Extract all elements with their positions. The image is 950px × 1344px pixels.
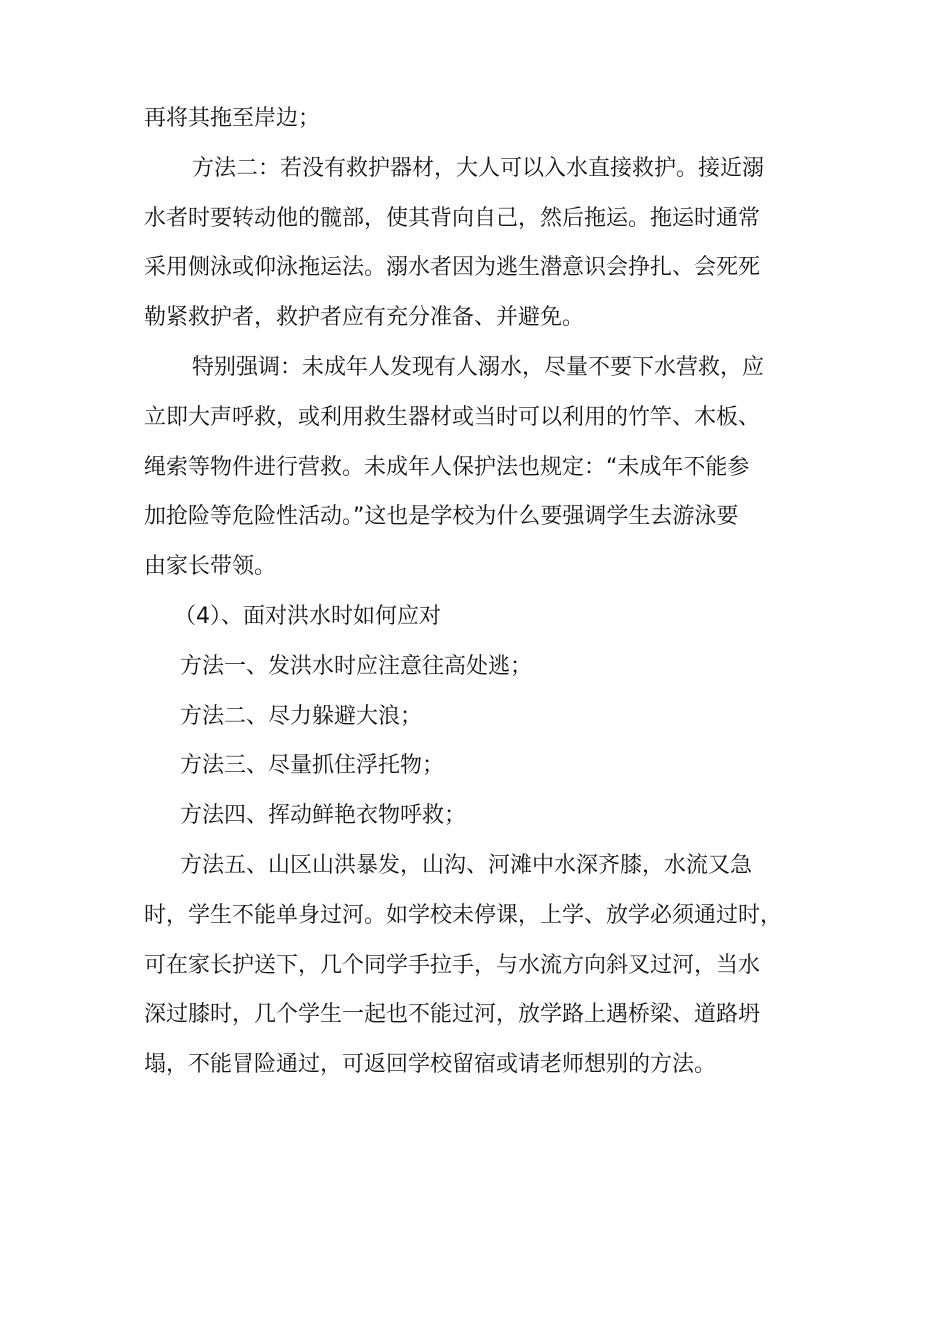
list-item: 方法五、山区山洪暴发，山沟、河滩中水深齐膝，水流又急: [180, 852, 753, 878]
text-line: 采用侧泳或仰泳拖运法。溺水者因为逃生潜意识会挣扎、会死死: [144, 255, 761, 281]
text-line: 由家长带领。: [144, 554, 277, 580]
text-line: 加抢险等危险性活动。”这也是学校为什么要强调学生去游泳要: [144, 504, 739, 530]
text-line: 特别强调：未成年人发现有人溺水，尽量不要下水营救，应: [192, 354, 765, 380]
text-line: 可在家长护送下，几个同学手拉手，与水流方向斜叉过河，当水: [144, 952, 761, 978]
text-line: 勒紧救护者，救护者应有充分准备、并避免。: [144, 305, 585, 331]
text-line: 立即大声呼救，或利用救生器材或当时可以利用的竹竿、木板、: [144, 404, 761, 430]
text-line: 再将其拖至岸边；: [144, 106, 321, 131]
text-line: 时，学生不能单身过河。如学校未停课，上学、放学必须通过时，: [144, 902, 783, 928]
list-item: 方法四、挥动鲜艳衣物呼救；: [180, 803, 467, 829]
text-line: 深过膝时，几个学生一起也不能过河，放学路上遇桥梁、道路坍: [144, 1002, 761, 1028]
text-line: 塌，不能冒险通过，可返回学校留宿或请老师想别的方法。: [144, 1052, 717, 1078]
text-line: 方法二：若没有救护器材，大人可以入水直接救护。接近溺: [192, 155, 765, 181]
text-line: 水者时要转动他的髋部，使其背向自己，然后拖运。拖运时通常: [144, 205, 761, 231]
list-item: 方法二、尽力躲避大浪；: [180, 703, 423, 729]
list-item: 方法一、发洪水时应注意往高处逃；: [180, 653, 533, 679]
section-heading: （4）、面对洪水时如何应对: [174, 603, 441, 629]
document-body: [144, 94, 818, 1090]
list-item: 方法三、尽量抓住浮托物；: [180, 753, 445, 779]
text-line: 绳索等物件进行营救。未成年人保护法也规定：“未成年不能参: [144, 454, 750, 480]
